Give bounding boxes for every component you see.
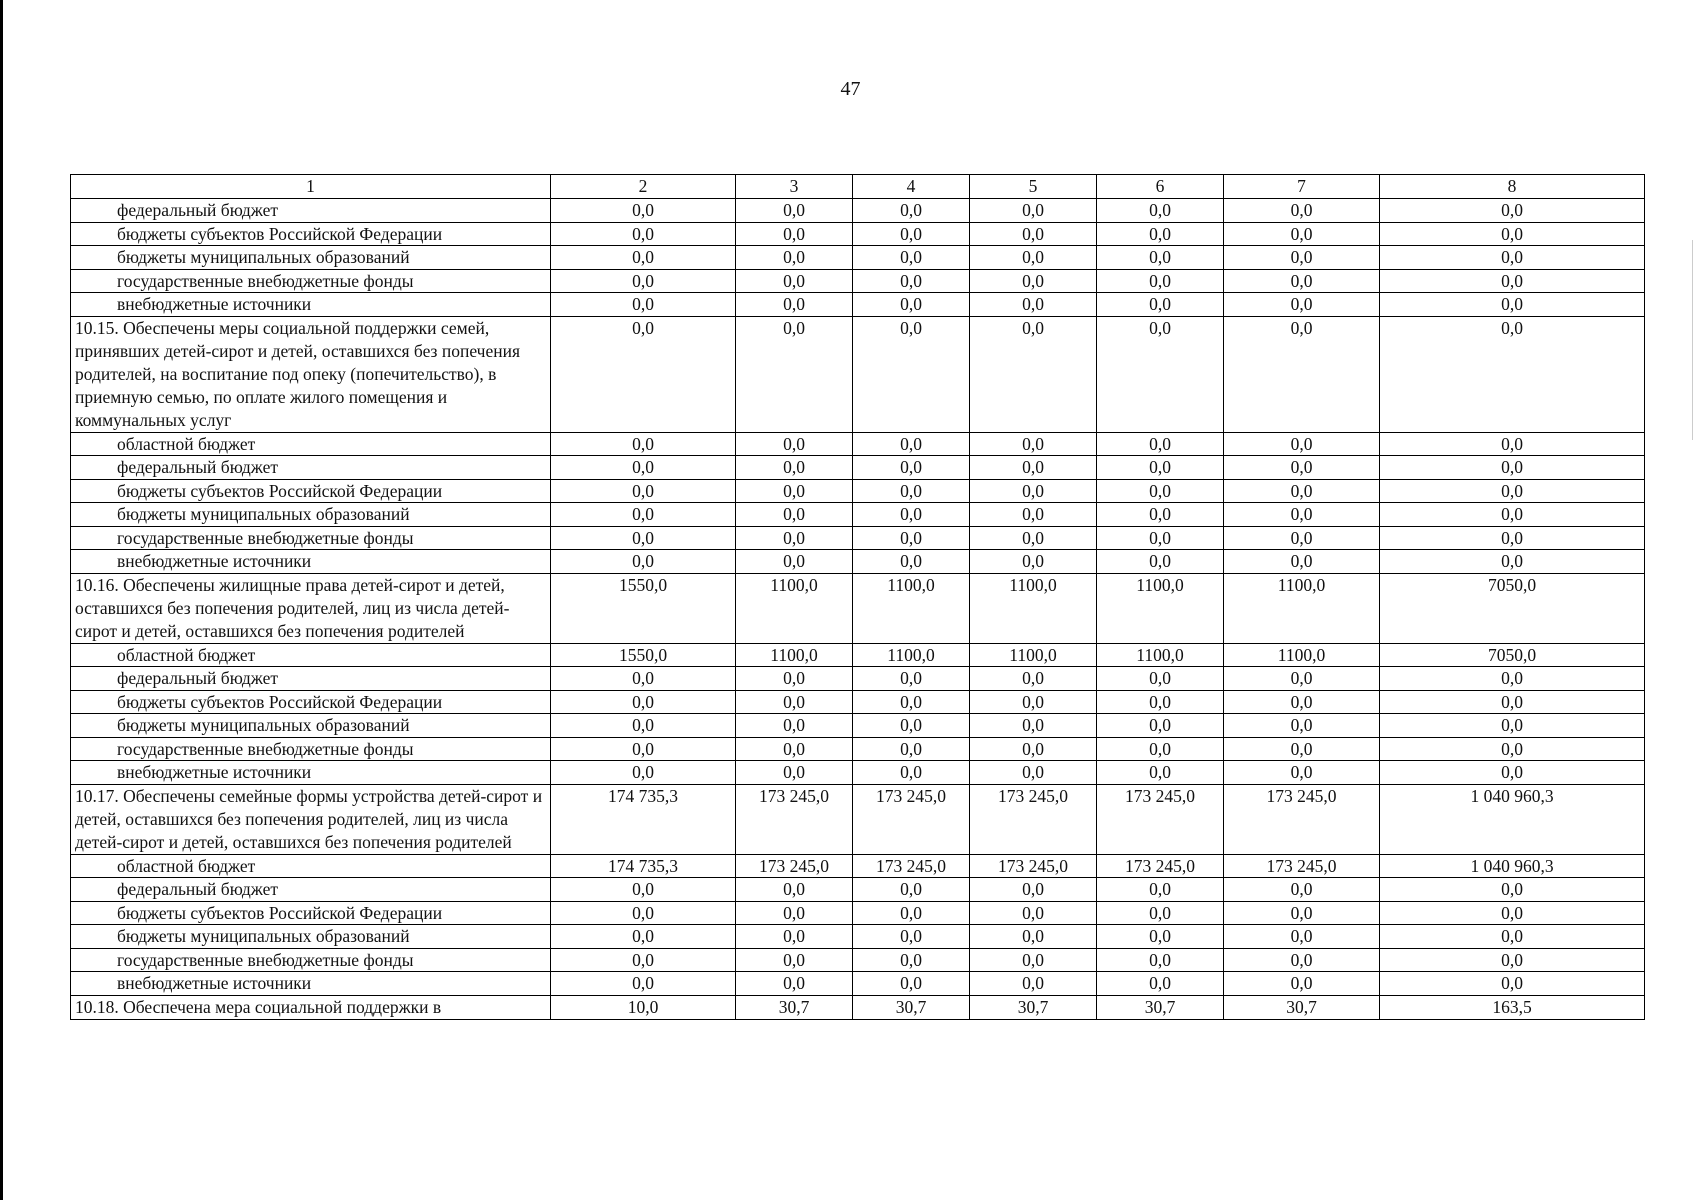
- value-cell: 0,0: [970, 503, 1097, 527]
- item-label: 10.15. Обеспечены меры социальной поддержки семей, принявших детей-сирот и детей, оставшихся без попечения родителей, на воспитание под опеку (попечительство), в приемную семью, по оплате жилого помещения и коммунальных услуг: [71, 316, 551, 432]
- value-cell: 0,0: [1097, 972, 1224, 996]
- value-cell: 0,0: [1380, 293, 1645, 317]
- value-cell: 0,0: [1224, 925, 1380, 949]
- value-cell: 0,0: [853, 737, 970, 761]
- value-cell: 0,0: [1224, 316, 1380, 432]
- value-cell: 0,0: [1097, 432, 1224, 456]
- value-cell: 0,0: [1097, 479, 1224, 503]
- value-cell: 30,7: [970, 995, 1097, 1019]
- value-cell: 0,0: [1224, 972, 1380, 996]
- source-label: федеральный бюджет: [71, 456, 551, 480]
- table-row-source: [71, 199, 1645, 223]
- value-cell: 173 245,0: [853, 784, 970, 854]
- value-cell: 0,0: [1380, 690, 1645, 714]
- value-cell: 0,0: [551, 503, 736, 527]
- value-cell: 0,0: [736, 456, 853, 480]
- value-cell: 0,0: [551, 456, 736, 480]
- value-cell: 0,0: [1097, 690, 1224, 714]
- value-cell: 0,0: [853, 293, 970, 317]
- source-label: внебюджетные источники: [71, 293, 551, 317]
- value-cell: 0,0: [853, 690, 970, 714]
- value-cell: 0,0: [1380, 925, 1645, 949]
- value-cell: 0,0: [1224, 456, 1380, 480]
- value-cell: 0,0: [970, 432, 1097, 456]
- value-cell: 0,0: [853, 878, 970, 902]
- source-label: областной бюджет: [71, 854, 551, 878]
- table-row-source: [71, 737, 1645, 761]
- value-cell: 0,0: [1224, 432, 1380, 456]
- value-cell: 0,0: [1224, 479, 1380, 503]
- value-cell: 0,0: [970, 878, 1097, 902]
- value-cell: 0,0: [853, 972, 970, 996]
- value-cell: 0,0: [853, 550, 970, 574]
- value-cell: 0,0: [853, 316, 970, 432]
- value-cell: 0,0: [970, 456, 1097, 480]
- value-cell: 0,0: [1097, 503, 1224, 527]
- value-cell: 0,0: [736, 293, 853, 317]
- value-cell: 0,0: [1097, 925, 1224, 949]
- value-cell: 0,0: [970, 925, 1097, 949]
- source-label: внебюджетные источники: [71, 972, 551, 996]
- value-cell: 173 245,0: [1224, 784, 1380, 854]
- value-cell: 0,0: [1097, 737, 1224, 761]
- value-cell: 0,0: [970, 901, 1097, 925]
- value-cell: 0,0: [1380, 503, 1645, 527]
- table-row-source: [71, 878, 1645, 902]
- value-cell: 173 245,0: [970, 854, 1097, 878]
- value-cell: 0,0: [1224, 199, 1380, 223]
- source-label: бюджеты субъектов Российской Федерации: [71, 479, 551, 503]
- value-cell: 1100,0: [1224, 643, 1380, 667]
- value-cell: 0,0: [736, 948, 853, 972]
- value-cell: 0,0: [853, 456, 970, 480]
- value-cell: 1 040 960,3: [1380, 854, 1645, 878]
- table-row-source: [71, 925, 1645, 949]
- item-label: 10.17. Обеспечены семейные формы устройства детей-сирот и детей, оставшихся без попечения родителей, лиц из числа детей-сирот и детей, оставшихся без попечения родителей: [71, 784, 551, 854]
- value-cell: 0,0: [1380, 737, 1645, 761]
- value-cell: 0,0: [1380, 761, 1645, 785]
- value-cell: 0,0: [1097, 246, 1224, 270]
- value-cell: 0,0: [736, 667, 853, 691]
- value-cell: 0,0: [551, 269, 736, 293]
- source-label: бюджеты муниципальных образований: [71, 246, 551, 270]
- source-label: бюджеты муниципальных образований: [71, 925, 551, 949]
- value-cell: 0,0: [736, 246, 853, 270]
- value-cell: 0,0: [1224, 246, 1380, 270]
- value-cell: 0,0: [970, 479, 1097, 503]
- value-cell: 0,0: [551, 667, 736, 691]
- value-cell: 0,0: [1380, 972, 1645, 996]
- value-cell: 0,0: [1380, 456, 1645, 480]
- table-row-item: [71, 995, 1645, 1019]
- value-cell: 0,0: [551, 878, 736, 902]
- value-cell: 0,0: [853, 269, 970, 293]
- value-cell: 0,0: [970, 246, 1097, 270]
- value-cell: 0,0: [853, 901, 970, 925]
- value-cell: 0,0: [970, 199, 1097, 223]
- table-row-source: [71, 269, 1645, 293]
- table-row-source: [71, 246, 1645, 270]
- value-cell: 0,0: [1224, 269, 1380, 293]
- table-row-source: [71, 901, 1645, 925]
- value-cell: 30,7: [736, 995, 853, 1019]
- source-label: бюджеты муниципальных образований: [71, 714, 551, 738]
- value-cell: 0,0: [551, 526, 736, 550]
- value-cell: 0,0: [551, 432, 736, 456]
- value-cell: 0,0: [1097, 222, 1224, 246]
- value-cell: 1550,0: [551, 573, 736, 643]
- source-label: внебюджетные источники: [71, 550, 551, 574]
- value-cell: 0,0: [736, 503, 853, 527]
- source-label: областной бюджет: [71, 432, 551, 456]
- value-cell: 0,0: [1097, 269, 1224, 293]
- value-cell: 30,7: [1224, 995, 1380, 1019]
- value-cell: 10,0: [551, 995, 736, 1019]
- value-cell: 1100,0: [970, 573, 1097, 643]
- value-cell: 0,0: [1380, 222, 1645, 246]
- value-cell: 0,0: [1380, 948, 1645, 972]
- value-cell: 173 245,0: [736, 784, 853, 854]
- value-cell: 0,0: [1380, 246, 1645, 270]
- value-cell: 0,0: [736, 432, 853, 456]
- item-label: 10.16. Обеспечены жилищные права детей-сирот и детей, оставшихся без попечения родителей, лиц из числа детей-сирот и детей, оставшихся без попечения родителей: [71, 573, 551, 643]
- table-row-source: [71, 526, 1645, 550]
- value-cell: 1100,0: [736, 643, 853, 667]
- value-cell: 0,0: [736, 901, 853, 925]
- table-row-item: [71, 316, 1645, 432]
- table-row-source: [71, 667, 1645, 691]
- source-label: федеральный бюджет: [71, 199, 551, 223]
- table-row-source: [71, 854, 1645, 878]
- value-cell: 0,0: [1380, 667, 1645, 691]
- value-cell: 0,0: [1224, 293, 1380, 317]
- table-row-source: [71, 432, 1645, 456]
- value-cell: 174 735,3: [551, 784, 736, 854]
- value-cell: 0,0: [551, 246, 736, 270]
- value-cell: 0,0: [736, 526, 853, 550]
- column-header-2: 2: [551, 175, 736, 199]
- value-cell: 0,0: [1097, 761, 1224, 785]
- value-cell: 0,0: [1380, 479, 1645, 503]
- value-cell: 0,0: [970, 737, 1097, 761]
- value-cell: 0,0: [1380, 526, 1645, 550]
- value-cell: 0,0: [1224, 667, 1380, 691]
- source-label: федеральный бюджет: [71, 667, 551, 691]
- value-cell: 0,0: [551, 714, 736, 738]
- value-cell: 0,0: [853, 925, 970, 949]
- value-cell: 0,0: [853, 222, 970, 246]
- page-edge-line: [0, 0, 3, 1200]
- value-cell: 0,0: [1224, 503, 1380, 527]
- value-cell: 0,0: [853, 526, 970, 550]
- value-cell: 0,0: [551, 948, 736, 972]
- source-label: государственные внебюджетные фонды: [71, 737, 551, 761]
- value-cell: 7050,0: [1380, 643, 1645, 667]
- value-cell: 0,0: [1224, 761, 1380, 785]
- value-cell: 0,0: [970, 761, 1097, 785]
- value-cell: 0,0: [1224, 714, 1380, 738]
- column-header-7: 7: [1224, 175, 1380, 199]
- value-cell: 0,0: [736, 222, 853, 246]
- table-header-row: [71, 175, 1645, 199]
- value-cell: 0,0: [551, 690, 736, 714]
- value-cell: 1100,0: [1097, 643, 1224, 667]
- value-cell: 0,0: [1380, 316, 1645, 432]
- table-row-source: [71, 761, 1645, 785]
- source-label: областной бюджет: [71, 643, 551, 667]
- value-cell: 0,0: [1097, 878, 1224, 902]
- table-row-source: [71, 972, 1645, 996]
- value-cell: 0,0: [551, 222, 736, 246]
- value-cell: 0,0: [970, 222, 1097, 246]
- table-row-item: [71, 573, 1645, 643]
- value-cell: 0,0: [970, 269, 1097, 293]
- value-cell: 0,0: [736, 479, 853, 503]
- value-cell: 0,0: [1380, 550, 1645, 574]
- value-cell: 0,0: [1097, 667, 1224, 691]
- value-cell: 1100,0: [853, 643, 970, 667]
- scan-mark: [1692, 240, 1693, 440]
- value-cell: 0,0: [1224, 948, 1380, 972]
- value-cell: 0,0: [1097, 948, 1224, 972]
- value-cell: 173 245,0: [853, 854, 970, 878]
- value-cell: 0,0: [853, 503, 970, 527]
- value-cell: 0,0: [853, 432, 970, 456]
- value-cell: 0,0: [1380, 432, 1645, 456]
- value-cell: 0,0: [970, 293, 1097, 317]
- value-cell: 174 735,3: [551, 854, 736, 878]
- value-cell: 0,0: [970, 667, 1097, 691]
- value-cell: 0,0: [551, 761, 736, 785]
- value-cell: 0,0: [970, 948, 1097, 972]
- value-cell: 0,0: [1224, 901, 1380, 925]
- value-cell: 0,0: [736, 316, 853, 432]
- value-cell: 173 245,0: [736, 854, 853, 878]
- value-cell: 0,0: [853, 479, 970, 503]
- value-cell: 0,0: [1097, 901, 1224, 925]
- value-cell: 0,0: [736, 550, 853, 574]
- value-cell: 0,0: [1097, 456, 1224, 480]
- value-cell: 0,0: [1097, 199, 1224, 223]
- value-cell: 1100,0: [1224, 573, 1380, 643]
- value-cell: 0,0: [551, 901, 736, 925]
- column-header-3: 3: [736, 175, 853, 199]
- value-cell: 0,0: [853, 761, 970, 785]
- column-header-5: 5: [970, 175, 1097, 199]
- column-header-8: 8: [1380, 175, 1645, 199]
- value-cell: 1100,0: [853, 573, 970, 643]
- value-cell: 7050,0: [1380, 573, 1645, 643]
- source-label: внебюджетные источники: [71, 761, 551, 785]
- source-label: бюджеты субъектов Российской Федерации: [71, 901, 551, 925]
- table-row-item: [71, 784, 1645, 854]
- value-cell: 0,0: [970, 972, 1097, 996]
- table-row-source: [71, 479, 1645, 503]
- table-row-source: [71, 643, 1645, 667]
- budget-table: [70, 174, 1645, 1020]
- column-header-1: 1: [71, 175, 551, 199]
- value-cell: 0,0: [970, 550, 1097, 574]
- value-cell: 0,0: [1097, 316, 1224, 432]
- value-cell: 0,0: [736, 690, 853, 714]
- table-row-source: [71, 456, 1645, 480]
- value-cell: 0,0: [736, 714, 853, 738]
- value-cell: 0,0: [1224, 550, 1380, 574]
- value-cell: 1 040 960,3: [1380, 784, 1645, 854]
- value-cell: 1100,0: [736, 573, 853, 643]
- value-cell: 173 245,0: [1097, 784, 1224, 854]
- value-cell: 0,0: [1224, 690, 1380, 714]
- value-cell: 0,0: [1224, 737, 1380, 761]
- value-cell: 0,0: [551, 479, 736, 503]
- value-cell: 163,5: [1380, 995, 1645, 1019]
- value-cell: 173 245,0: [1224, 854, 1380, 878]
- source-label: государственные внебюджетные фонды: [71, 526, 551, 550]
- value-cell: 0,0: [1380, 878, 1645, 902]
- value-cell: 1100,0: [1097, 573, 1224, 643]
- value-cell: 30,7: [853, 995, 970, 1019]
- table-row-source: [71, 503, 1645, 527]
- item-label: 10.18. Обеспечена мера социальной поддержки в: [71, 995, 551, 1019]
- value-cell: 0,0: [853, 667, 970, 691]
- value-cell: 0,0: [551, 972, 736, 996]
- source-label: государственные внебюджетные фонды: [71, 948, 551, 972]
- value-cell: 0,0: [551, 199, 736, 223]
- table-row-source: [71, 550, 1645, 574]
- value-cell: 0,0: [736, 925, 853, 949]
- value-cell: 0,0: [853, 246, 970, 270]
- column-header-4: 4: [853, 175, 970, 199]
- table-body: [71, 175, 1645, 1020]
- value-cell: 0,0: [1097, 714, 1224, 738]
- value-cell: 0,0: [970, 316, 1097, 432]
- value-cell: 30,7: [1097, 995, 1224, 1019]
- value-cell: 0,0: [736, 761, 853, 785]
- value-cell: 0,0: [736, 878, 853, 902]
- value-cell: 0,0: [736, 269, 853, 293]
- value-cell: 0,0: [1097, 550, 1224, 574]
- value-cell: 0,0: [1224, 222, 1380, 246]
- value-cell: 0,0: [551, 737, 736, 761]
- value-cell: 0,0: [1380, 269, 1645, 293]
- value-cell: 0,0: [551, 316, 736, 432]
- table-row-source: [71, 293, 1645, 317]
- value-cell: 0,0: [736, 737, 853, 761]
- table-row-source: [71, 222, 1645, 246]
- value-cell: 0,0: [853, 948, 970, 972]
- source-label: государственные внебюджетные фонды: [71, 269, 551, 293]
- value-cell: 173 245,0: [1097, 854, 1224, 878]
- value-cell: 0,0: [970, 714, 1097, 738]
- page-number: 47: [840, 78, 861, 100]
- table-row-source: [71, 948, 1645, 972]
- value-cell: 0,0: [1097, 293, 1224, 317]
- value-cell: 0,0: [1097, 526, 1224, 550]
- source-label: бюджеты субъектов Российской Федерации: [71, 690, 551, 714]
- value-cell: 0,0: [551, 550, 736, 574]
- table-row-source: [71, 690, 1645, 714]
- value-cell: 0,0: [970, 526, 1097, 550]
- value-cell: 0,0: [551, 293, 736, 317]
- value-cell: 0,0: [1224, 526, 1380, 550]
- value-cell: 173 245,0: [970, 784, 1097, 854]
- value-cell: 0,0: [1380, 901, 1645, 925]
- value-cell: 0,0: [853, 199, 970, 223]
- source-label: федеральный бюджет: [71, 878, 551, 902]
- source-label: бюджеты муниципальных образований: [71, 503, 551, 527]
- value-cell: 0,0: [736, 972, 853, 996]
- value-cell: 0,0: [970, 690, 1097, 714]
- value-cell: 1100,0: [970, 643, 1097, 667]
- value-cell: 0,0: [551, 925, 736, 949]
- value-cell: 0,0: [853, 714, 970, 738]
- source-label: бюджеты субъектов Российской Федерации: [71, 222, 551, 246]
- value-cell: 0,0: [1224, 878, 1380, 902]
- column-header-6: 6: [1097, 175, 1224, 199]
- value-cell: 0,0: [1380, 199, 1645, 223]
- value-cell: 0,0: [736, 199, 853, 223]
- value-cell: 1550,0: [551, 643, 736, 667]
- table-row-source: [71, 714, 1645, 738]
- value-cell: 0,0: [1380, 714, 1645, 738]
